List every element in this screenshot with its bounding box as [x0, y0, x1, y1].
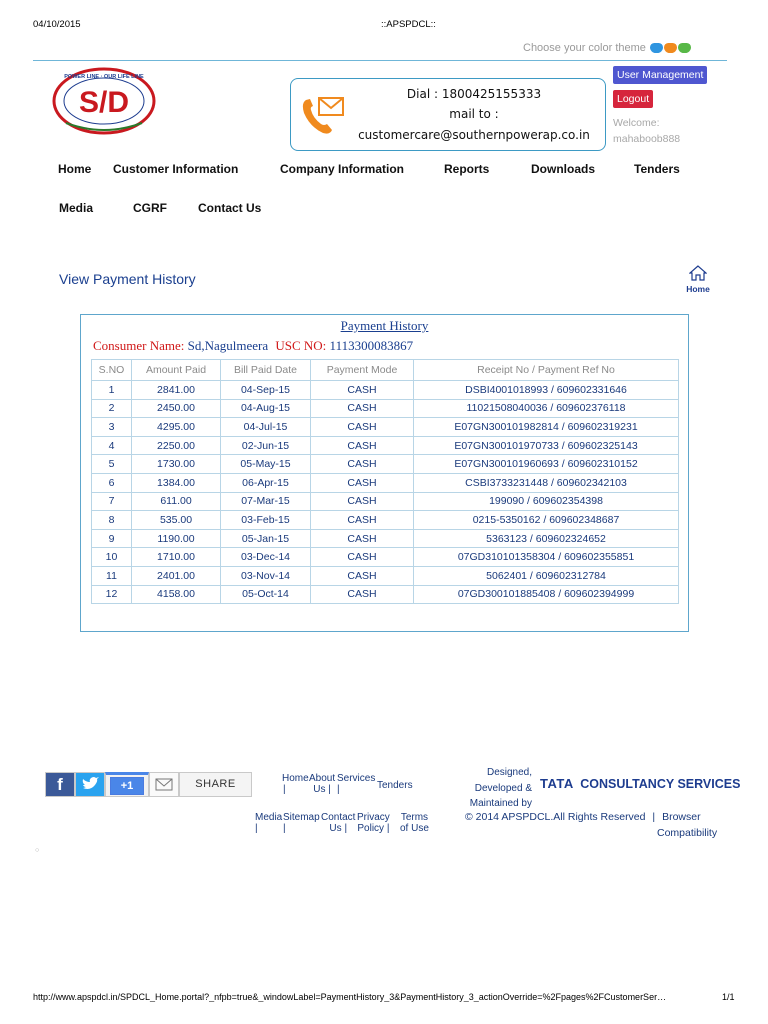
footer-services-link[interactable]: Services | — [337, 773, 376, 795]
usc-label: USC NO: — [275, 338, 327, 353]
col-amount-paid: Amount Paid — [132, 360, 221, 381]
payment-history-heading: Payment History — [340, 318, 429, 333]
theme-chooser — [523, 42, 691, 54]
cell-receipt: DSBI4001018993 / 609602331646 — [414, 381, 679, 400]
cell-sno: 2 — [92, 399, 132, 418]
welcome-label: Welcome: — [613, 117, 660, 129]
theme-blue-swatch[interactable] — [650, 43, 663, 53]
cell-date: 05-May-15 — [221, 455, 311, 474]
nav-customer-information[interactable]: Customer Information — [113, 162, 239, 176]
tcs-brand: TATA — [540, 776, 574, 791]
social-share-bar — [45, 772, 252, 797]
compatibility-link[interactable]: Compatibility — [657, 827, 718, 839]
cell-date: 04-Sep-15 — [221, 381, 311, 400]
cell-sno: 7 — [92, 492, 132, 511]
cell-mode: CASH — [311, 548, 414, 567]
table-row — [92, 418, 679, 437]
tcs-name: CONSULTANCY SERVICES — [580, 777, 741, 791]
cell-mode: CASH — [311, 455, 414, 474]
username: mahaboob888 — [613, 133, 681, 145]
nav-contact-us[interactable]: Contact Us — [198, 201, 262, 215]
cell-amount: 535.00 — [132, 511, 221, 530]
cell-date: 03-Feb-15 — [221, 511, 311, 530]
logo-letters: S/D — [78, 86, 130, 119]
email-link[interactable]: customercare@southernpowerap.co.in — [358, 128, 590, 142]
nav-cgrf[interactable]: CGRF — [133, 201, 167, 215]
cell-mode: CASH — [311, 492, 414, 511]
home-shortcut[interactable] — [684, 265, 712, 294]
footer-media-link[interactable]: Media | — [255, 812, 283, 834]
cell-date: 07-Mar-15 — [221, 492, 311, 511]
print-title: ::APSPDCL:: — [381, 19, 436, 30]
cell-amount: 4295.00 — [132, 418, 221, 437]
table-row — [92, 399, 679, 418]
cell-receipt: 11021508040036 / 609602376118 — [414, 399, 679, 418]
cell-receipt: E07GN300101982814 / 609602319231 — [414, 418, 679, 437]
browser-link[interactable]: Browser — [662, 811, 701, 823]
theme-orange-swatch[interactable] — [664, 43, 677, 53]
dial-number: Dial : 1800425155333 — [406, 87, 542, 101]
col-payment-mode: Payment Mode — [311, 360, 414, 381]
print-page-count: 1/1 — [722, 992, 735, 1002]
share-button[interactable]: SHARE — [179, 772, 252, 797]
header-divider — [33, 60, 727, 61]
cell-mode: CASH — [311, 418, 414, 437]
table-row — [92, 381, 679, 400]
col-bill-paid-date: Bill Paid Date — [221, 360, 311, 381]
table-row — [92, 436, 679, 455]
cell-mode: CASH — [311, 529, 414, 548]
cell-receipt: E07GN300101960693 / 609602310152 — [414, 455, 679, 474]
cell-sno: 1 — [92, 381, 132, 400]
logo-arc-text: POWER LINE · OUR LIFE LINE — [64, 74, 144, 80]
facebook-icon[interactable]: f — [45, 772, 75, 797]
cell-sno: 11 — [92, 566, 132, 585]
cell-amount: 1710.00 — [132, 548, 221, 567]
cell-amount: 1190.00 — [132, 529, 221, 548]
apspdcl-logo[interactable] — [52, 67, 156, 135]
print-url: http://www.apspdcl.in/SPDCL_Home.portal?_nfpb=true&_windowLabel=PaymentHistory_3&PaymentHistory_3_actionOverride=%2Fpages%2FCustomerSer… — [33, 992, 667, 1002]
cell-date: 04-Jul-15 — [221, 418, 311, 437]
cell-sno: 9 — [92, 529, 132, 548]
table-row — [92, 529, 679, 548]
cell-sno: 10 — [92, 548, 132, 567]
cell-sno: 5 — [92, 455, 132, 474]
cell-mode: CASH — [311, 473, 414, 492]
cell-amount: 1384.00 — [132, 473, 221, 492]
cell-date: 05-Jan-15 — [221, 529, 311, 548]
plus-one-label: +1 — [110, 777, 144, 795]
payment-history-panel — [80, 314, 689, 632]
cell-date: 05-Oct-14 — [221, 585, 311, 604]
bullet-marker: ○ — [35, 847, 40, 854]
table-row — [92, 585, 679, 604]
phone-mail-icon — [299, 93, 347, 137]
mail-label: mail to : — [449, 107, 499, 121]
table-row — [92, 473, 679, 492]
cell-mode: CASH — [311, 399, 414, 418]
table-row — [92, 492, 679, 511]
footer-about-link[interactable]: About Us | — [309, 773, 336, 795]
designed-by-text: Designed, Developed & Maintained by — [469, 767, 532, 809]
cell-receipt: 0215-5350162 / 609602348687 — [414, 511, 679, 530]
payment-history-table — [91, 359, 679, 604]
footer-home-link[interactable]: Home | — [282, 773, 309, 795]
cell-amount: 2401.00 — [132, 566, 221, 585]
home-icon — [689, 265, 707, 281]
theme-label: Choose your color theme — [523, 42, 646, 54]
table-row — [92, 455, 679, 474]
cell-date: 03-Nov-14 — [221, 566, 311, 585]
cell-date: 03-Dec-14 — [221, 548, 311, 567]
cell-receipt: 07GD310101358304 / 609602355851 — [414, 548, 679, 567]
cell-mode: CASH — [311, 566, 414, 585]
cell-amount: 2250.00 — [132, 436, 221, 455]
cell-amount: 4158.00 — [132, 585, 221, 604]
nav-tenders[interactable]: Tenders — [634, 162, 680, 176]
customer-care-box — [290, 78, 606, 151]
cell-receipt: CSBI3733231448 / 609602342103 — [414, 473, 679, 492]
cell-amount: 2841.00 — [132, 381, 221, 400]
home-shortcut-label: Home — [686, 284, 710, 294]
nav-media[interactable]: Media — [59, 201, 94, 215]
cell-receipt: 5062401 / 609602312784 — [414, 566, 679, 585]
cell-sno: 12 — [92, 585, 132, 604]
nav-company-information[interactable]: Company Information — [280, 162, 405, 176]
copyright-text: © 2014 APSPDCL.All Rights Reserved — [465, 811, 646, 823]
col-receipt-no: Receipt No / Payment Ref No — [414, 360, 679, 381]
cell-amount: 611.00 — [132, 492, 221, 511]
user-management-button[interactable]: User Management — [613, 66, 707, 84]
consumer-name-value: Sd,Nagulmeera — [187, 338, 269, 353]
cell-receipt: 5363123 / 609602324652 — [414, 529, 679, 548]
footer-privacy-link[interactable]: Privacy Policy | — [357, 812, 390, 834]
cell-sno: 3 — [92, 418, 132, 437]
cell-sno: 6 — [92, 473, 132, 492]
cell-mode: CASH — [311, 585, 414, 604]
consumer-info — [93, 338, 413, 354]
cell-mode: CASH — [311, 381, 414, 400]
cell-receipt: E07GN300101970733 / 609602325143 — [414, 436, 679, 455]
footer-terms-link[interactable]: Terms of Use — [400, 812, 429, 834]
cell-amount: 1730.00 — [132, 455, 221, 474]
copyright-line: © 2014 APSPDCL.All Rights Reserved | Browser — [465, 811, 701, 823]
cell-date: 06-Apr-15 — [221, 473, 311, 492]
table-row — [92, 511, 679, 530]
cell-sno: 4 — [92, 436, 132, 455]
consumer-name-label: Consumer Name: — [93, 338, 185, 353]
cell-date: 02-Jun-15 — [221, 436, 311, 455]
nav-reports[interactable]: Reports — [444, 162, 490, 176]
theme-green-swatch[interactable] — [678, 43, 691, 53]
cell-amount: 2450.00 — [132, 399, 221, 418]
nav-downloads[interactable]: Downloads — [531, 162, 596, 176]
footer-sitemap-link[interactable]: Sitemap | — [283, 812, 320, 834]
table-row — [92, 566, 679, 585]
table-header-row — [92, 360, 679, 381]
cell-receipt: 07GD300101885408 / 609602394999 — [414, 585, 679, 604]
twitter-icon[interactable] — [75, 772, 105, 797]
nav-home[interactable]: Home — [58, 162, 92, 176]
footer-tenders-link[interactable]: Tenders — [377, 780, 413, 791]
cell-receipt: 199090 / 609602354398 — [414, 492, 679, 511]
google-plus-one-button[interactable] — [105, 772, 149, 797]
cell-mode: CASH — [311, 511, 414, 530]
email-share-icon[interactable] — [149, 772, 179, 797]
cell-mode: CASH — [311, 436, 414, 455]
usc-value: 1113300083867 — [329, 338, 414, 353]
col-sno: S.NO — [92, 360, 132, 381]
table-row — [92, 548, 679, 567]
cell-date: 04-Aug-15 — [221, 399, 311, 418]
logout-button[interactable]: Logout — [613, 90, 653, 108]
print-date: 04/10/2015 — [33, 19, 81, 30]
tcs-logo[interactable] — [540, 775, 740, 793]
footer-contact-link[interactable]: Contact Us | — [321, 812, 356, 834]
cell-sno: 8 — [92, 511, 132, 530]
page-title: View Payment History — [59, 271, 196, 287]
